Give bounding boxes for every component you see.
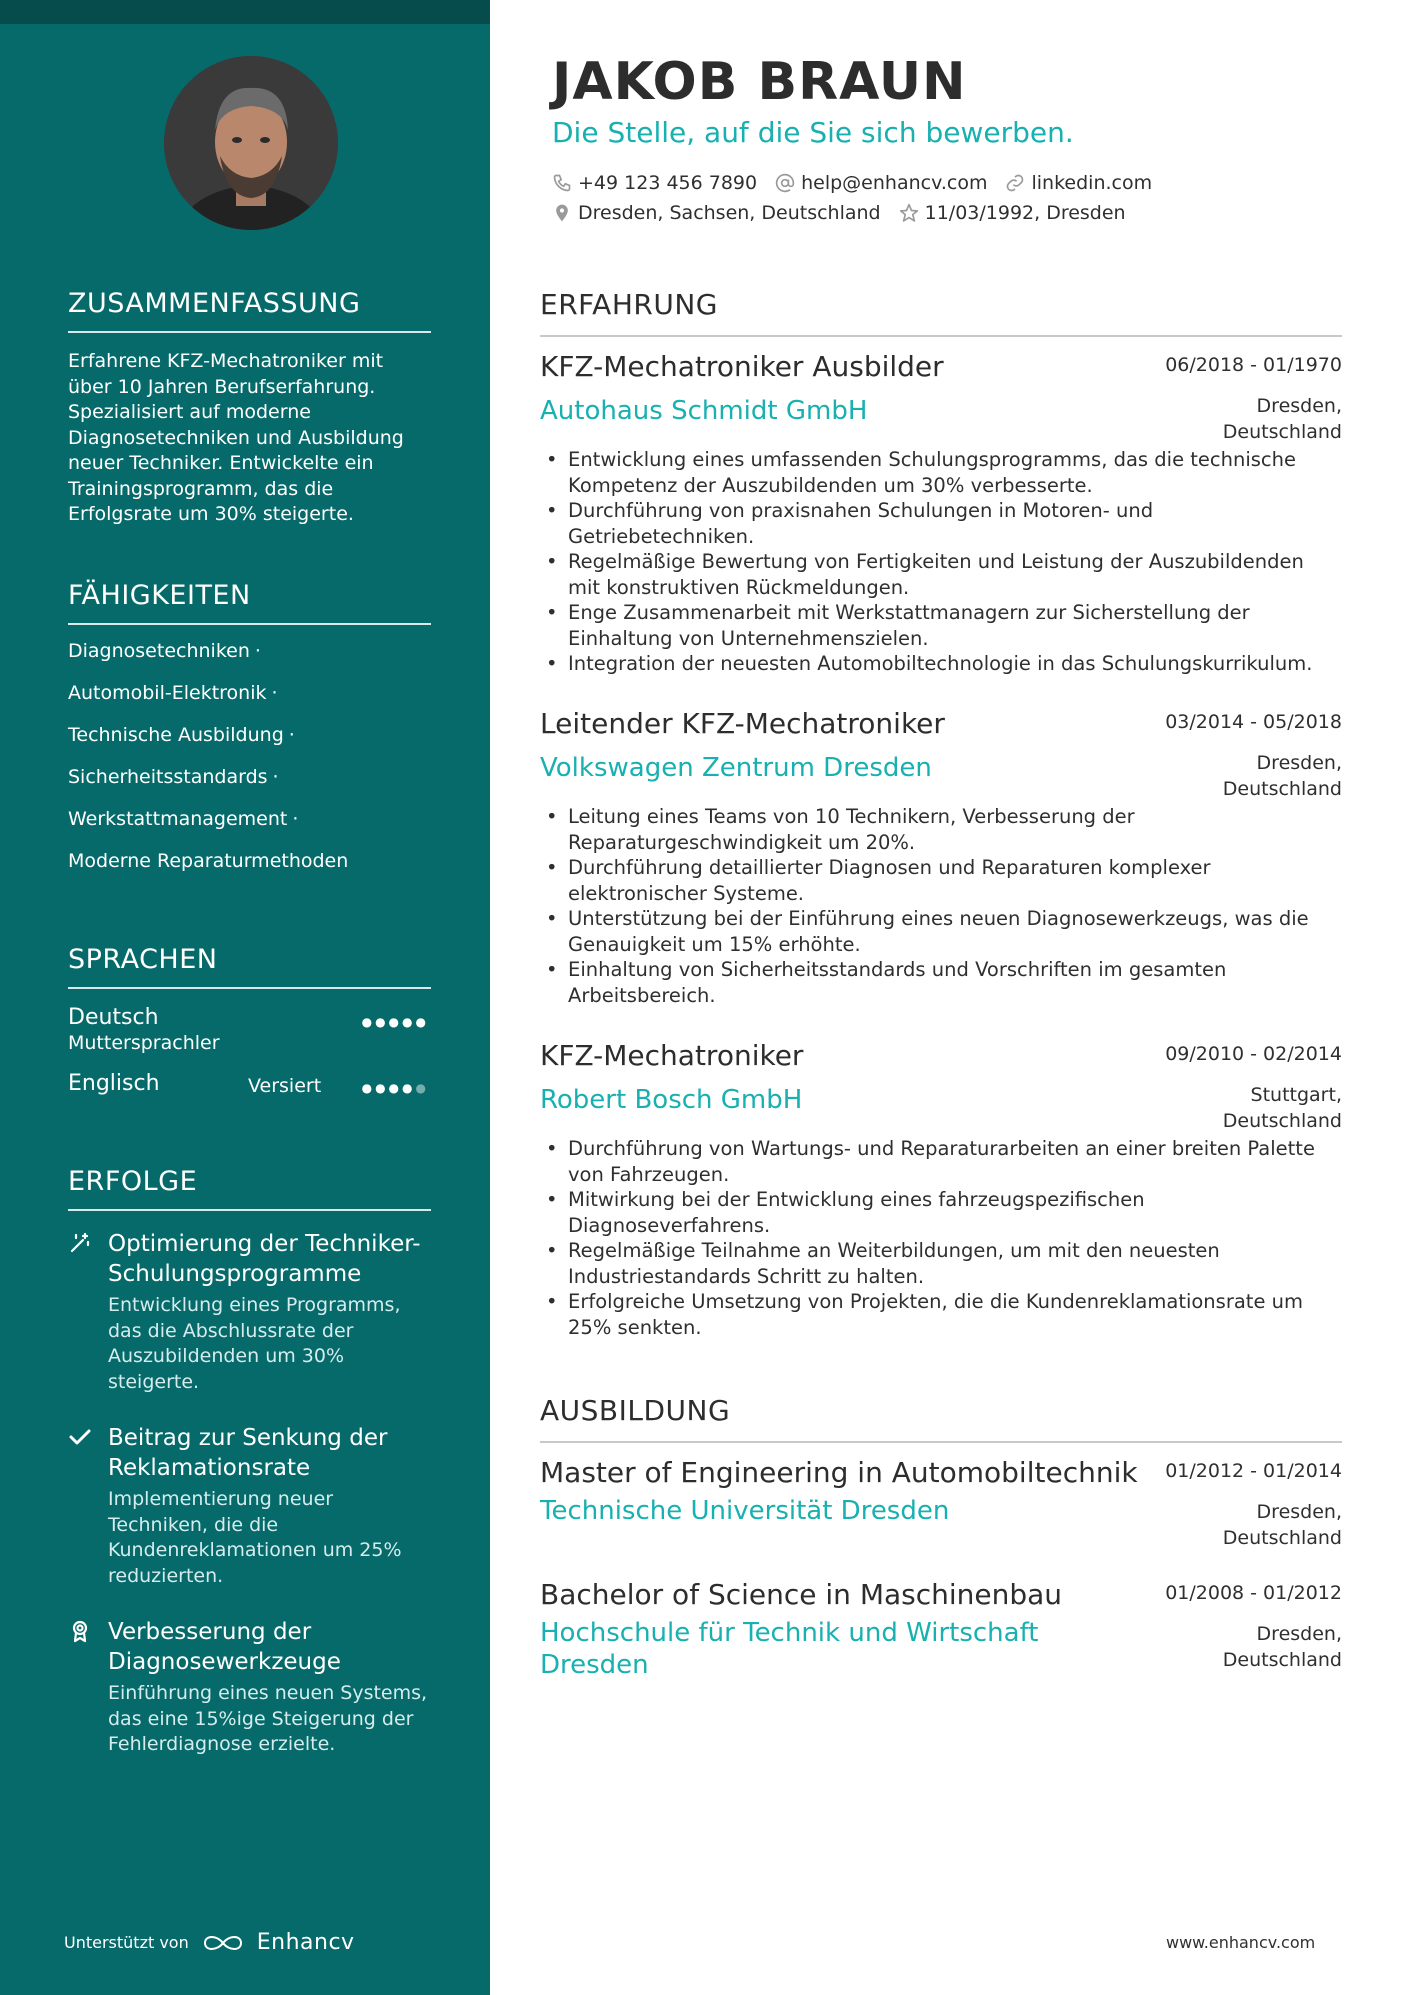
job-location: Dresden, Deutschland	[1222, 395, 1342, 443]
language-name: Englisch	[68, 1071, 160, 1096]
contact-email[interactable]: help@enhancv.com	[775, 172, 987, 194]
achievement-desc: Entwicklung eines Programms, das die Abschlussrate der Auszubildenden um 30% steigerte.	[108, 1294, 401, 1393]
job-location: Dresden, Deutschland	[1222, 752, 1342, 800]
candidate-name: JAKOB BRAUN	[552, 52, 967, 112]
job-bullet: • Durchführung von praxisnahen Schulungen in Motoren- und Getriebetechniken.	[540, 498, 1342, 549]
checkmark-icon	[68, 1425, 92, 1449]
job-entry	[540, 1039, 1342, 1340]
job-bullet: • Durchführung von Wartungs- und Reparaturarbeiten an einer breiten Palette von Fahrzeugen.	[540, 1136, 1342, 1187]
map-pin-icon	[552, 203, 572, 223]
achievement-desc: Implementierung neuer Techniken, die die Kundenreklamationen um 25% reduzierten.	[108, 1488, 402, 1587]
at-sign-icon	[775, 173, 795, 193]
job-date: 03/2014 - 05/2018	[1165, 711, 1342, 733]
job-bullet: • Durchführung detaillierter Diagnosen und Reparaturen komplexer elektronischer Systeme.	[540, 855, 1342, 906]
education-entry	[540, 1456, 1342, 1549]
sidebar-top-bar	[0, 0, 490, 24]
job-bullet: • Enge Zusammenarbeit mit Werkstattmanagern zur Sicherstellung der Einhaltung von Unternehmenszielen.	[540, 600, 1342, 651]
job-bullet: • Entwicklung eines umfassenden Schulungsprogramms, das die technische Kompetenz der Auszubildenden um 30% verbesserte.	[540, 447, 1342, 498]
education-location: Dresden, Deutschland	[1222, 1501, 1342, 1549]
award-icon	[68, 1619, 92, 1643]
language-name: Deutsch	[68, 1005, 159, 1030]
job-bullet: • Regelmäßige Bewertung von Fertigkeiten und Leistung der Auszubildenden mit konstruktiven Rückmeldungen.	[540, 549, 1342, 600]
education-date: 01/2012 - 01/2014	[1165, 1460, 1342, 1482]
job-date: 06/2018 - 01/1970	[1165, 354, 1342, 376]
contact-row	[552, 172, 1170, 194]
job-bullets	[540, 1136, 1342, 1340]
experience-heading: ERFAHRUNG	[540, 288, 1342, 337]
achievement-title: Beitrag zur Senkung der Reklamationsrate	[108, 1425, 388, 1481]
language-level: Versiert	[248, 1075, 322, 1097]
achievement-item	[68, 1617, 431, 1758]
summary-heading: ZUSAMMENFASSUNG	[68, 288, 431, 333]
job-title: KFZ-Mechatroniker Ausbilder	[540, 350, 944, 383]
job-bullet: • Leitung eines Teams von 10 Technikern, Verbesserung der Reparaturgeschwindigkeit um 20%.	[540, 804, 1342, 855]
footer-url[interactable]: www.enhancv.com	[1166, 1933, 1316, 1952]
job-location: Stuttgart, Deutschland	[1222, 1084, 1342, 1132]
enhancv-logo-icon	[201, 1931, 245, 1955]
job-bullets	[540, 804, 1342, 1008]
phone-icon	[552, 173, 572, 193]
contact-phone: +49 123 456 7890	[552, 172, 757, 194]
target-role: Die Stelle, auf die Sie sich bewerben.	[552, 116, 1074, 149]
languages-section	[68, 944, 431, 1137]
language-level: Muttersprachler	[68, 1032, 220, 1054]
achievement-item	[68, 1423, 431, 1589]
job-bullet: • Einhaltung von Sicherheitsstandards und Vorschriften im gesamten Arbeitsbereich.	[540, 957, 1342, 1008]
skill-item: Werkstattmanagement ·	[68, 808, 299, 830]
job-entry	[540, 707, 1342, 1008]
magic-wand-icon	[68, 1231, 92, 1255]
powered-by	[64, 1930, 355, 1955]
education-school: Technische Universität Dresden	[540, 1496, 950, 1526]
contact-location: Dresden, Sachsen, Deutschland	[552, 202, 881, 224]
skills-heading: FÄHIGKEITEN	[68, 580, 431, 625]
education-entry	[540, 1578, 1342, 1681]
job-company: Autohaus Schmidt GmbH	[540, 396, 868, 426]
rating-dot-filled: ●	[415, 1015, 429, 1029]
education-degree: Bachelor of Science in Maschinenbau	[540, 1578, 1063, 1611]
education-location: Dresden, Deutschland	[1222, 1623, 1342, 1671]
rating-dot-empty: ●	[415, 1081, 429, 1095]
job-bullet: • Mitwirkung bei der Entwicklung eines fahrzeugspezifischen Diagnoseverfahrens.	[540, 1187, 1342, 1238]
skill-item: Diagnosetechniken ·	[68, 640, 261, 662]
job-title: KFZ-Mechatroniker	[540, 1039, 804, 1072]
contact-linkedin[interactable]: linkedin.com	[1005, 172, 1152, 194]
skill-item: Sicherheitsstandards ·	[68, 766, 279, 788]
achievement-title: Optimierung der Techniker-Schulungsprogramme	[108, 1231, 421, 1287]
education-degree: Master of Engineering in Automobiltechnik	[540, 1456, 1138, 1489]
achievements-section	[68, 1166, 431, 1758]
rating-dot-filled: ●	[388, 1081, 403, 1095]
achievement-title: Verbesserung der Diagnosewerkzeuge	[108, 1619, 341, 1675]
rating-dot-filled: ●	[361, 1081, 376, 1095]
summary-section	[68, 288, 431, 528]
rating-dot-filled: ●	[361, 1015, 376, 1029]
job-date: 09/2010 - 02/2014	[1165, 1043, 1342, 1065]
job-bullet: • Erfolgreiche Umsetzung von Projekten, die die Kundenreklamationsrate um 25% senkten.	[540, 1289, 1342, 1340]
language-rating	[362, 1007, 429, 1031]
link-icon	[1005, 173, 1025, 193]
job-title: Leitender KFZ-Mechatroniker	[540, 707, 945, 740]
skill-item: Moderne Reparaturmethoden	[68, 850, 349, 872]
language-item	[68, 1071, 431, 1137]
job-bullet: • Integration der neuesten Automobiltechnologie in das Schulungskurrikulum.	[540, 651, 1342, 677]
education-heading: AUSBILDUNG	[540, 1394, 1342, 1443]
sidebar	[0, 0, 490, 1995]
skills-section	[68, 580, 431, 891]
education-date: 01/2008 - 01/2012	[1165, 1582, 1342, 1604]
job-entry	[540, 350, 1342, 677]
profile-photo	[164, 56, 338, 230]
skill-item: Technische Ausbildung ·	[68, 724, 295, 746]
rating-dot-filled: ●	[375, 1015, 389, 1029]
achievement-desc: Einführung eines neuen Systems, das eine 15%ige Steigerung der Fehlerdiagnose erzielte.	[108, 1682, 428, 1755]
achievements-heading: ERFOLGE	[68, 1166, 431, 1211]
language-rating	[362, 1073, 429, 1097]
languages-heading: SPRACHEN	[68, 944, 431, 989]
job-company: Volkswagen Zentrum Dresden	[540, 753, 932, 783]
job-bullets	[540, 447, 1342, 677]
rating-dot-filled: ●	[402, 1081, 416, 1095]
skill-item: Automobil-Elektronik ·	[68, 682, 278, 704]
contact-row-2	[552, 202, 1144, 224]
achievement-item	[68, 1229, 431, 1395]
skills-list	[68, 639, 431, 873]
education-school: Hochschule für Technik und Wirtschaft Dresden	[540, 1618, 1039, 1680]
rating-dot-filled: ●	[402, 1015, 416, 1029]
summary-text: Erfahrene KFZ-Mechatroniker mit über 10 Jahren Berufserfahrung. Spezialisiert auf moderne Diagnosetechniken und Ausbildung neuer Techniker. Entwickelte ein Trainingsprogramm, das die Erfolgsrate um 30% steigerte.	[68, 350, 404, 525]
language-item	[68, 1005, 431, 1071]
rating-dot-filled: ●	[375, 1081, 389, 1095]
job-bullet: • Regelmäßige Teilnahme an Weiterbildungen, um mit den neuesten Industriestandards Schritt zu halten.	[540, 1238, 1342, 1289]
contact-birth: 11/03/1992, Dresden	[899, 202, 1126, 224]
star-icon	[899, 203, 919, 223]
powered-label: Unterstützt von	[64, 1933, 189, 1952]
powered-brand: Enhancv	[256, 1930, 355, 1955]
job-bullet: • Unterstützung bei der Einführung eines neuen Diagnosewerkzeugs, was die Genauigkeit um 15% erhöhte.	[540, 906, 1342, 957]
rating-dot-filled: ●	[388, 1015, 403, 1029]
job-company: Robert Bosch GmbH	[540, 1085, 803, 1115]
